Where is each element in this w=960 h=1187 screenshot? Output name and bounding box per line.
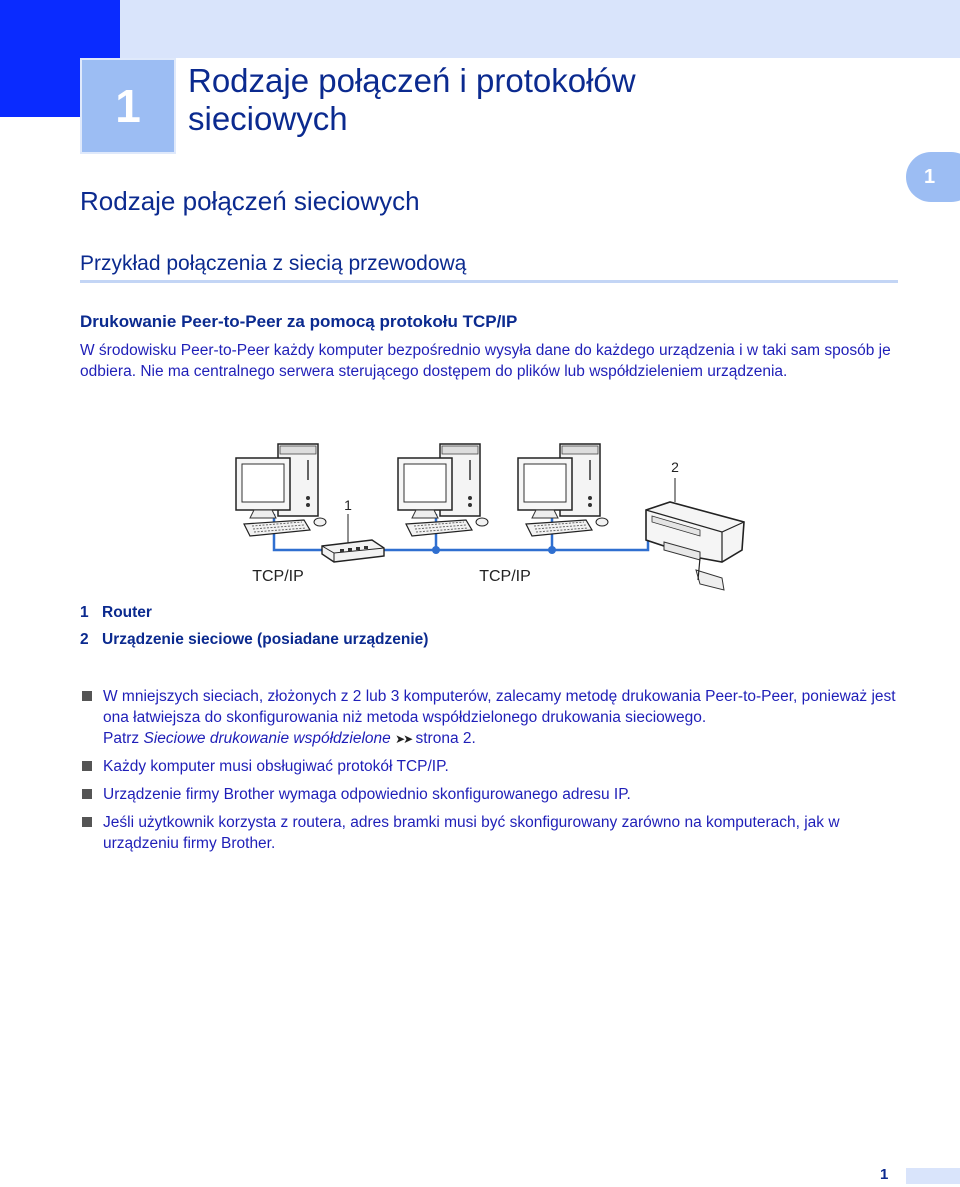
page-number: 1 (880, 1166, 889, 1183)
bullet-square-icon (82, 691, 92, 701)
printer-icon (646, 502, 744, 590)
protocol-label-right: TCP/IP (479, 568, 531, 585)
legend-label: Urządzenie sieciowe (posiadane urządzenie) (102, 631, 429, 648)
legend-number: 2 (80, 631, 89, 648)
network-diagram (0, 410, 960, 600)
legend-number: 1 (80, 604, 89, 621)
bullet-text: Każdy komputer musi obsługiwać protokół TCP/IP. (103, 758, 449, 775)
section-title: Rodzaje połączeń sieciowych (80, 186, 420, 216)
header-band (120, 0, 960, 58)
chapter-side-tab: 1 (906, 152, 960, 202)
chapter-title-line1: Rodzaje połączeń i protokołów (188, 62, 636, 99)
bullet-square-icon (82, 817, 92, 827)
chapter-title-line2: sieciowych (188, 100, 348, 137)
topic-heading: Drukowanie Peer-to-Peer za pomocą protokołu TCP/IP (80, 312, 518, 331)
chapter-number-box (80, 58, 176, 154)
chapter-title (188, 62, 908, 138)
protocol-label-left: TCP/IP (252, 568, 304, 585)
subsection-title: Przykład połączenia z siecią przewodową (80, 252, 467, 275)
bullet-item-ip-address (80, 784, 910, 805)
subsection-rule (80, 280, 898, 283)
computer-icon (398, 444, 488, 536)
bullet-item-peer-to-peer (80, 686, 910, 750)
reference-link[interactable]: Sieciowe drukowanie współdzielone (143, 730, 391, 747)
computer-icon (236, 444, 326, 536)
router-icon (322, 540, 384, 562)
reference-prefix: Patrz (103, 730, 144, 747)
legend-label: Router (102, 604, 152, 621)
bullet-item-gateway (80, 812, 910, 854)
computer-icon (518, 444, 608, 536)
bullet-text: W mniejszych sieciach, złożonych z 2 lub 3 komputerów, zalecamy metodę drukowania Peer-to-Peer, ponieważ jest ona łatwiejsza do skonfigurowania niż metoda współdzielonego drukowania sieciowego. (103, 688, 896, 726)
bullet-text: Jeśli użytkownik korzysta z routera, adres bramki musi być skonfigurowany zarówno na komputerach, jak w urządzeniu firmy Brother. (103, 814, 840, 852)
reference-suffix: strona 2. (411, 730, 476, 747)
device-callout-number: 2 (671, 459, 679, 475)
intro-paragraph: W środowisku Peer-to-Peer każdy komputer bezpośrednio wysyła dane do każdego urządzenia i w taki sam sposób je odbiera. Nie ma centralnego serwera sterującego dostępem do plików lub współdzieleniem urządzenia. (80, 342, 891, 380)
double-arrow-icon: ➤➤ (395, 732, 412, 746)
bullet-square-icon (82, 789, 92, 799)
router-callout-number: 1 (344, 497, 352, 513)
footer-bar (906, 1168, 960, 1184)
bullet-item-tcpip (80, 756, 910, 777)
legend-item-router (80, 604, 152, 622)
chapter-number: 1 (115, 80, 141, 132)
legend-item-device (80, 631, 428, 649)
bullet-square-icon (82, 761, 92, 771)
bullet-text: Urządzenie firmy Brother wymaga odpowiednio skonfigurowanego adresu IP. (103, 786, 631, 803)
